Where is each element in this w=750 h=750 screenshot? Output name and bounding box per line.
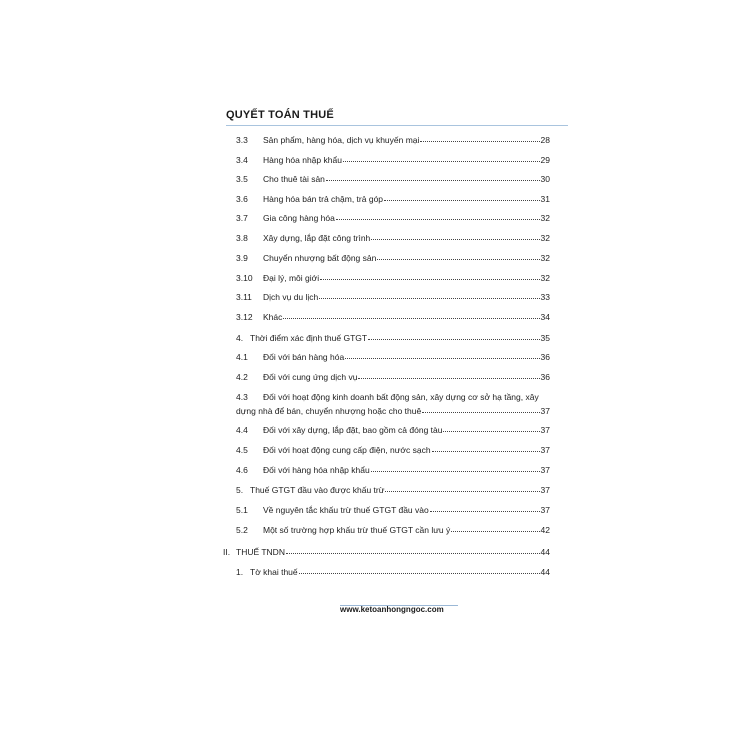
toc-text: Đối với hoạt động kinh doanh bất động sản, xây dựng cơ sở hạ tầng, xây — [263, 392, 539, 402]
toc-leader-dots — [384, 191, 540, 201]
toc-row — [0, 310, 750, 324]
toc-text: Cho thuê tài sản — [263, 174, 325, 184]
toc-text: Gia công hàng hóa — [263, 213, 335, 223]
toc-entry[interactable] — [263, 523, 550, 537]
toc-number: 5.2 — [236, 525, 248, 535]
toc-row — [0, 211, 750, 225]
toc-entry[interactable] — [250, 483, 550, 497]
toc-number: 4.1 — [236, 352, 248, 362]
toc-page-number: 37 — [540, 445, 550, 455]
toc-text: Thuế GTGT đầu vào được khấu trừ — [250, 485, 385, 495]
toc-number: 5.1 — [236, 505, 248, 515]
toc-leader-dots — [451, 522, 539, 532]
toc-row — [0, 423, 750, 437]
toc-entry[interactable] — [263, 443, 550, 457]
toc-row — [0, 271, 750, 285]
toc-page-number: 36 — [540, 352, 550, 362]
toc-entry[interactable] — [263, 192, 550, 206]
toc-number: 4.3 — [236, 392, 248, 402]
toc-text: Hàng hóa nhập khẩu — [263, 155, 342, 165]
toc-text: Sản phẩm, hàng hóa, dịch vụ khuyến mại — [263, 135, 420, 145]
toc-text: Một số trường hợp khấu trừ thuế GTGT cần lưu ý — [263, 525, 451, 535]
toc-entry[interactable] — [236, 545, 550, 559]
toc-text: THUẾ TNDN — [236, 547, 285, 557]
toc-page-number: 44 — [540, 567, 550, 577]
toc-entry[interactable] — [263, 231, 550, 245]
toc-number: 1. — [236, 567, 244, 577]
toc-page-number: 34 — [540, 312, 550, 322]
toc-row — [0, 443, 750, 457]
toc-row — [0, 192, 750, 206]
toc-row — [0, 545, 750, 559]
toc-entry[interactable] — [263, 503, 550, 517]
toc-entry-continuation — [236, 404, 550, 418]
toc-entry[interactable] — [263, 423, 550, 437]
toc-page-number: 37 — [540, 425, 550, 435]
toc-entry[interactable] — [263, 172, 550, 186]
toc-row — [0, 565, 750, 579]
toc-number: 3.7 — [236, 213, 248, 223]
toc-number: 4.2 — [236, 372, 248, 382]
toc-row — [0, 133, 750, 147]
toc-row — [0, 483, 750, 497]
toc-text: Xây dựng, lắp đặt công trình — [263, 233, 371, 243]
toc-number: 4.6 — [236, 465, 248, 475]
toc-number: 3.4 — [236, 155, 248, 165]
toc-page-number: 35 — [540, 333, 550, 343]
toc-page-number: 32 — [540, 233, 550, 243]
toc-text-continued: dựng nhà để bán, chuyển nhượng hoặc cho thuê — [236, 406, 422, 416]
toc-entry[interactable] — [250, 565, 550, 579]
toc-entry[interactable] — [263, 290, 550, 304]
toc-text: Hàng hóa bán trả chậm, trả góp — [263, 194, 384, 204]
toc-text: Đối với xây dựng, lắp đặt, bao gồm cả đóng tàu — [263, 425, 443, 435]
toc-text: Đối với hàng hóa nhập khẩu — [263, 465, 370, 475]
toc-row — [0, 503, 750, 517]
toc-row — [0, 153, 750, 167]
toc-leader-dots — [420, 132, 539, 142]
toc-text: Đối với cung ứng dịch vụ — [263, 372, 358, 382]
footer-website: www.ketoanhongngoc.com — [340, 605, 444, 614]
toc-page-number: 44 — [540, 547, 550, 557]
toc-entry[interactable] — [263, 310, 550, 324]
toc-entry[interactable] — [263, 350, 550, 364]
toc-number: 3.3 — [236, 135, 248, 145]
header-divider — [226, 125, 568, 126]
toc-text: Dịch vụ du lịch — [263, 292, 319, 302]
toc-page-number: 32 — [540, 273, 550, 283]
toc-leader-dots — [430, 502, 540, 512]
toc-entry[interactable] — [263, 153, 550, 167]
toc-page-number: 29 — [540, 155, 550, 165]
toc-page-number: 31 — [540, 194, 550, 204]
toc-number: 5. — [236, 485, 244, 495]
toc-row — [0, 290, 750, 304]
toc-page-number: 32 — [540, 253, 550, 263]
toc-number: 3.9 — [236, 253, 248, 263]
toc-text: Thời điểm xác định thuế GTGT — [250, 333, 368, 343]
toc-number: 3.5 — [236, 174, 248, 184]
toc-leader-dots — [371, 462, 540, 472]
toc-entry[interactable] — [250, 331, 550, 345]
toc-page-number: 36 — [540, 372, 550, 382]
toc-entry[interactable] — [263, 211, 550, 225]
toc-number: 4.5 — [236, 445, 248, 455]
toc-text: Đại lý, môi giới — [263, 273, 320, 283]
toc-leader-dots — [343, 152, 540, 162]
toc-page-number: 37 — [540, 465, 550, 475]
toc-leader-dots — [422, 403, 539, 413]
toc-leader-dots — [345, 349, 539, 359]
toc-leader-dots — [319, 289, 539, 299]
toc-number: 3.11 — [236, 292, 252, 302]
toc-entry[interactable] — [263, 133, 550, 147]
toc-text: Chuyển nhượng bất động sản — [263, 253, 377, 263]
toc-page-number: 42 — [540, 525, 550, 535]
toc-row — [0, 390, 750, 416]
toc-leader-dots — [283, 309, 539, 319]
toc-row — [0, 350, 750, 364]
toc-number: 3.12 — [236, 312, 253, 322]
toc-page-number: 37 — [540, 406, 550, 416]
toc-leader-dots — [299, 564, 540, 574]
toc-leader-dots — [358, 369, 539, 379]
toc-leader-dots — [443, 422, 539, 432]
toc-number: 4.4 — [236, 425, 248, 435]
toc-number: 3.10 — [236, 273, 253, 283]
toc-page-number: 37 — [540, 505, 550, 515]
toc-row — [0, 370, 750, 384]
toc-leader-dots — [377, 250, 539, 260]
toc-entry[interactable] — [263, 251, 550, 265]
toc-row — [0, 331, 750, 345]
toc-page-number: 33 — [540, 292, 550, 302]
toc-text: Đối với hoạt động cung cấp điện, nước sạch — [263, 445, 431, 455]
toc-number: 3.8 — [236, 233, 248, 243]
toc-entry[interactable] — [263, 370, 550, 384]
toc-leader-dots — [320, 270, 539, 280]
toc-leader-dots — [286, 544, 540, 554]
toc-row — [0, 172, 750, 186]
toc-row — [0, 523, 750, 537]
page-header-title: QUYẾT TOÁN THUẾ — [226, 109, 334, 121]
toc-number: 4. — [236, 333, 244, 343]
toc-leader-dots — [385, 482, 539, 492]
toc-page-number: 28 — [540, 135, 550, 145]
toc-leader-dots — [326, 171, 540, 181]
toc-entry[interactable] — [263, 463, 550, 477]
toc-leader-dots — [371, 230, 539, 240]
toc-text: Về nguyên tắc khấu trừ thuế GTGT đầu vào — [263, 505, 429, 515]
toc-leader-dots — [368, 330, 539, 340]
toc-leader-dots — [432, 442, 540, 452]
toc-text: Đối với bán hàng hóa — [263, 352, 345, 362]
toc-text: Khác — [263, 312, 283, 322]
toc-number: II. — [223, 547, 231, 557]
toc-row — [0, 463, 750, 477]
toc-text: Tờ khai thuế — [250, 567, 298, 577]
toc-page-number: 32 — [540, 213, 550, 223]
toc-page-number: 30 — [540, 174, 550, 184]
toc-page-number: 37 — [540, 485, 550, 495]
toc-leader-dots — [336, 210, 540, 220]
toc-entry[interactable] — [263, 271, 550, 285]
toc-row — [0, 231, 750, 245]
toc-number: 3.6 — [236, 194, 248, 204]
toc-row — [0, 251, 750, 265]
